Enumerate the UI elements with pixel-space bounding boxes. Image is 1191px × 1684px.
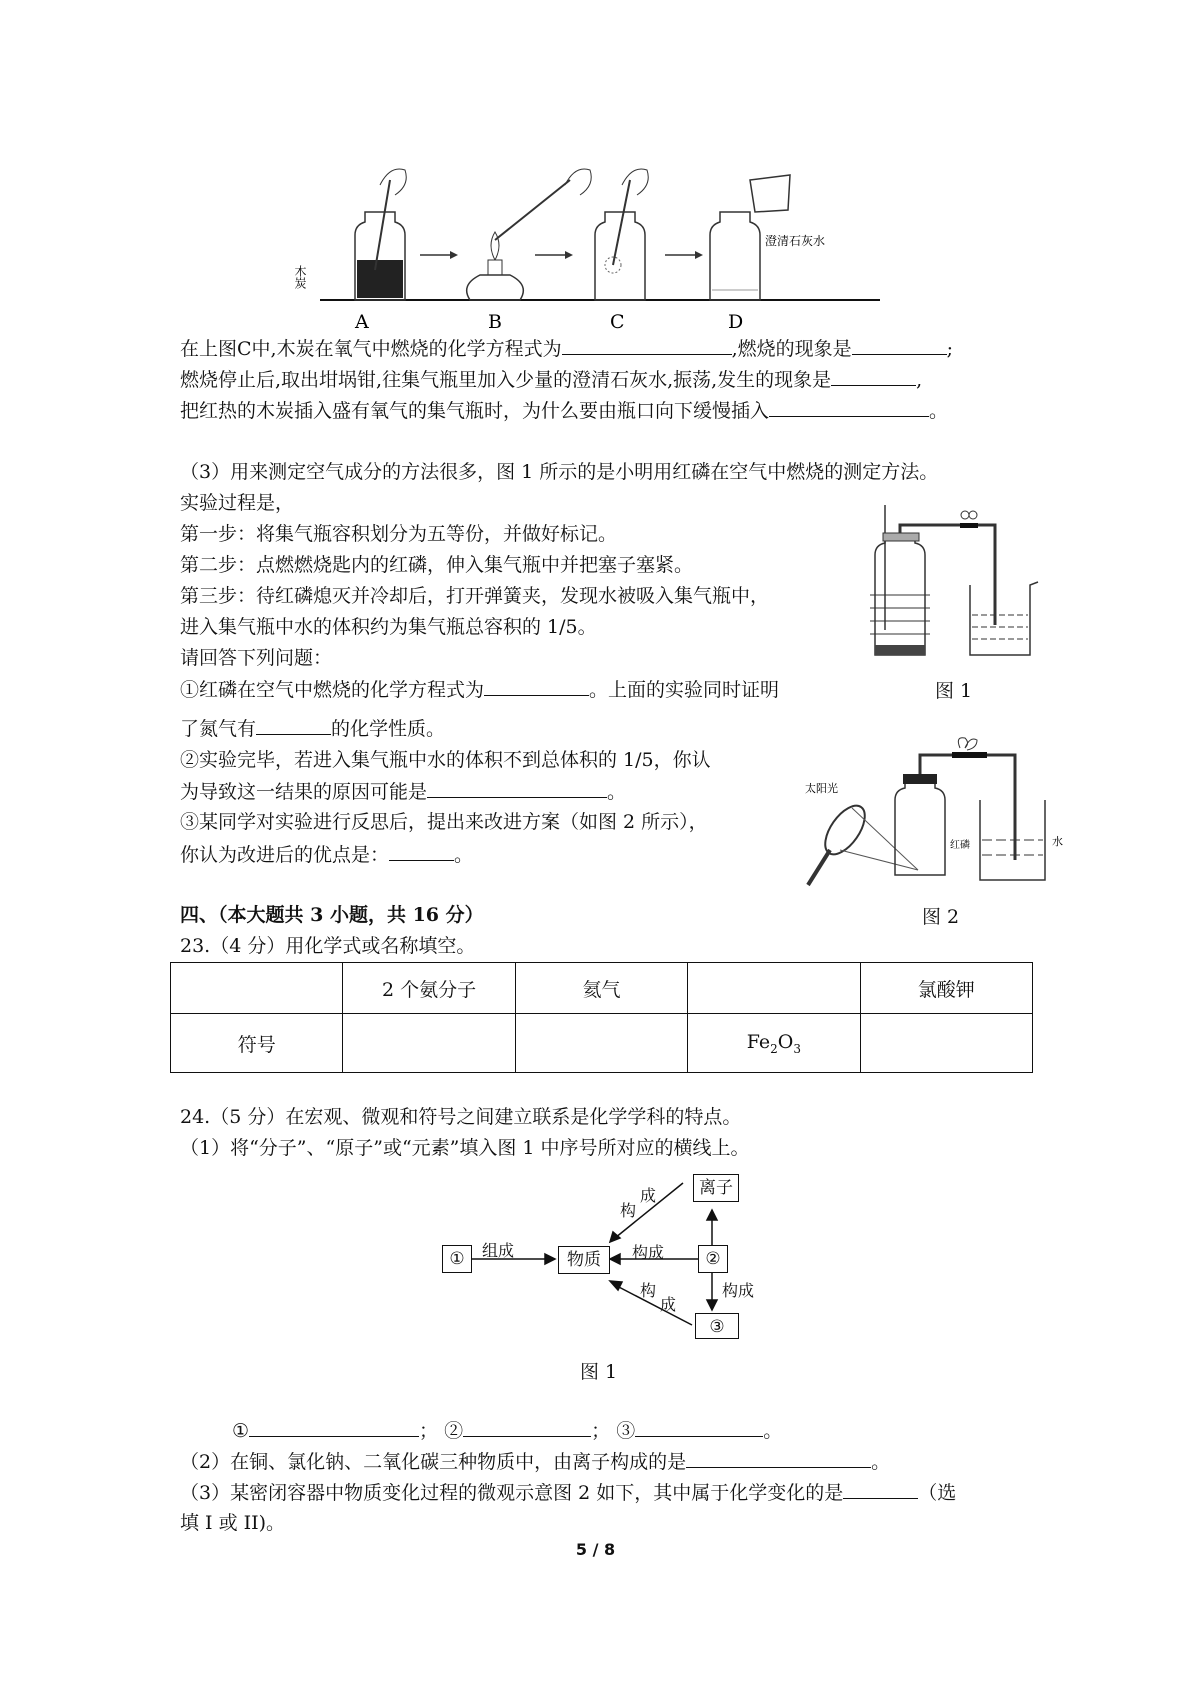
q3-sub3: ③某同学对实验进行反思后，提出来改进方案（如图 2 所示）， (180, 811, 708, 833)
table-row (171, 1014, 1033, 1073)
figure-1-caption: 图 1 (935, 680, 973, 702)
formula-cell: $Fe_2O_3$ (688, 1014, 860, 1073)
label-construct-1: 构 (620, 1201, 637, 1220)
q3-sub1b: 了氮气有 的化学性质。 (180, 718, 446, 740)
table-cell: 2 个氨分子 (343, 963, 515, 1014)
answer-cell[interactable] (515, 1014, 687, 1073)
svg-text:D: D (728, 311, 744, 333)
q3-step3: 第三步：待红磷熄灭并冷却后，打开弹簧夹，发现水被吸入集气瓶中， (180, 585, 770, 607)
row-label: 符号 (171, 1014, 343, 1073)
node-1: ① (442, 1245, 472, 1273)
svg-text:A: A (355, 311, 369, 333)
table-cell[interactable] (688, 963, 860, 1014)
q3-process: 实验过程是， (180, 492, 295, 514)
answer-blank[interactable] (635, 1418, 763, 1437)
svg-text:太阳光: 太阳光 (805, 782, 838, 795)
figure-2-caption: 图 2 (922, 906, 960, 928)
answer-blank[interactable] (389, 842, 454, 861)
page-number: 5 / 8 (575, 1540, 616, 1559)
q24-part1: （1）将“分子”、“原子”或“元素”填入图 1 中序号所对应的横线上。 (180, 1137, 750, 1159)
q-c-line3: 把红热的木炭插入盛有氧气的集气瓶时，为什么要由瓶口向下缓慢插入 。 (180, 400, 949, 422)
svg-text:C: C (610, 311, 625, 333)
node-2: ② (698, 1245, 728, 1273)
phosphorus-apparatus-figure-1 (870, 505, 1055, 660)
node-3: ③ (695, 1313, 739, 1339)
q3-sub1: ①红磷在空气中燃烧的化学方程式为 。上面的实验同时证明 (180, 679, 780, 701)
q3-sub2: ②实验完毕，若进入集气瓶中水的体积不到总体积的 1/5，你认 (180, 749, 711, 771)
q3-ask: 请回答下列问题： (180, 647, 333, 669)
svg-text:木炭: 木炭 (293, 265, 307, 289)
answer-cell[interactable] (343, 1014, 515, 1073)
answer-blank[interactable] (427, 779, 607, 798)
label-construct: 构成 (632, 1243, 665, 1262)
table-cell: 氯酸钾 (860, 963, 1032, 1014)
q23-title: 23.（4 分）用化学式或名称填空。 (180, 935, 476, 957)
answer-blank[interactable] (463, 1418, 591, 1437)
label-construct-3: 构 (640, 1281, 657, 1300)
q3-sub3b: 你认为改进后的优点是： 。 (180, 844, 474, 866)
q-c-line2: 燃烧停止后,取出坩埚钳,往集气瓶里加入少量的澄清石灰水,振荡,发生的现象是 , (180, 369, 923, 391)
svg-text:红磷: 红磷 (950, 840, 970, 851)
label-construct-2: 成 (640, 1186, 657, 1205)
q3-step1: 第一步：将集气瓶容积划分为五等份，并做好标记。 (180, 523, 618, 545)
label-construct-4: 成 (660, 1295, 677, 1314)
answer-blank[interactable] (686, 1449, 871, 1468)
q23-table (170, 962, 1033, 1073)
node-substance: 物质 (558, 1246, 610, 1274)
node-ion: 离子 (693, 1174, 739, 1202)
q24-blanks: ① ； ② ； ③ 。 (232, 1420, 783, 1442)
q3-intro: （3）用来测定空气成分的方法很多，图 1 所示的是小明用红磷在空气中燃烧的测定方法。 (180, 461, 939, 483)
answer-blank[interactable] (843, 1480, 918, 1499)
q3-step2: 第二步：点燃燃烧匙内的红磷，伸入集气瓶中并把塞子塞紧。 (180, 554, 694, 576)
q24-part3: （3）某密闭容器中物质变化过程的微观示意图 2 如下，其中属于化学变化的是 （选 (180, 1482, 957, 1504)
svg-text:B: B (488, 311, 502, 333)
q3-step3b: 进入集气瓶中水的体积约为集气瓶总容积的 1/5。 (180, 616, 597, 638)
svg-text:澄清石灰水: 澄清石灰水 (765, 234, 826, 248)
diagram-caption: 图 1 (580, 1361, 618, 1383)
answer-blank[interactable] (831, 367, 916, 386)
q24-title: 24.（5 分）在宏观、微观和符号之间建立联系是化学学科的特点。 (180, 1106, 742, 1128)
answer-blank[interactable] (852, 336, 947, 355)
section-4-title: 四、（本大题共 3 小题，共 16 分） (180, 904, 484, 926)
answer-blank[interactable] (562, 336, 732, 355)
q3-sub2b: 为导致这一结果的原因可能是 。 (180, 781, 627, 803)
table-cell (171, 963, 343, 1014)
answer-cell[interactable] (860, 1014, 1032, 1073)
svg-text:水: 水 (1052, 835, 1063, 848)
q-c-line1: 在上图C中,木炭在氧气中燃烧的化学方程式为 ,燃烧的现象是 ; (180, 338, 954, 360)
q24-part3b: 填 I 或 II)。 (180, 1512, 286, 1534)
label-compose: 组成 (482, 1241, 515, 1260)
improved-apparatus-figure-2 (800, 730, 1070, 895)
label-construct: 构成 (722, 1281, 755, 1300)
answer-blank[interactable] (249, 1418, 419, 1437)
table-header-row (171, 963, 1033, 1014)
charcoal-experiment-figure (293, 160, 890, 333)
table-cell: 氦气 (515, 963, 687, 1014)
answer-blank[interactable] (769, 398, 929, 417)
answer-blank[interactable] (484, 677, 589, 696)
answer-blank[interactable] (256, 716, 331, 735)
q24-part2: （2）在铜、氯化钠、二氧化碳三种物质中，由离子构成的是 。 (180, 1451, 891, 1473)
